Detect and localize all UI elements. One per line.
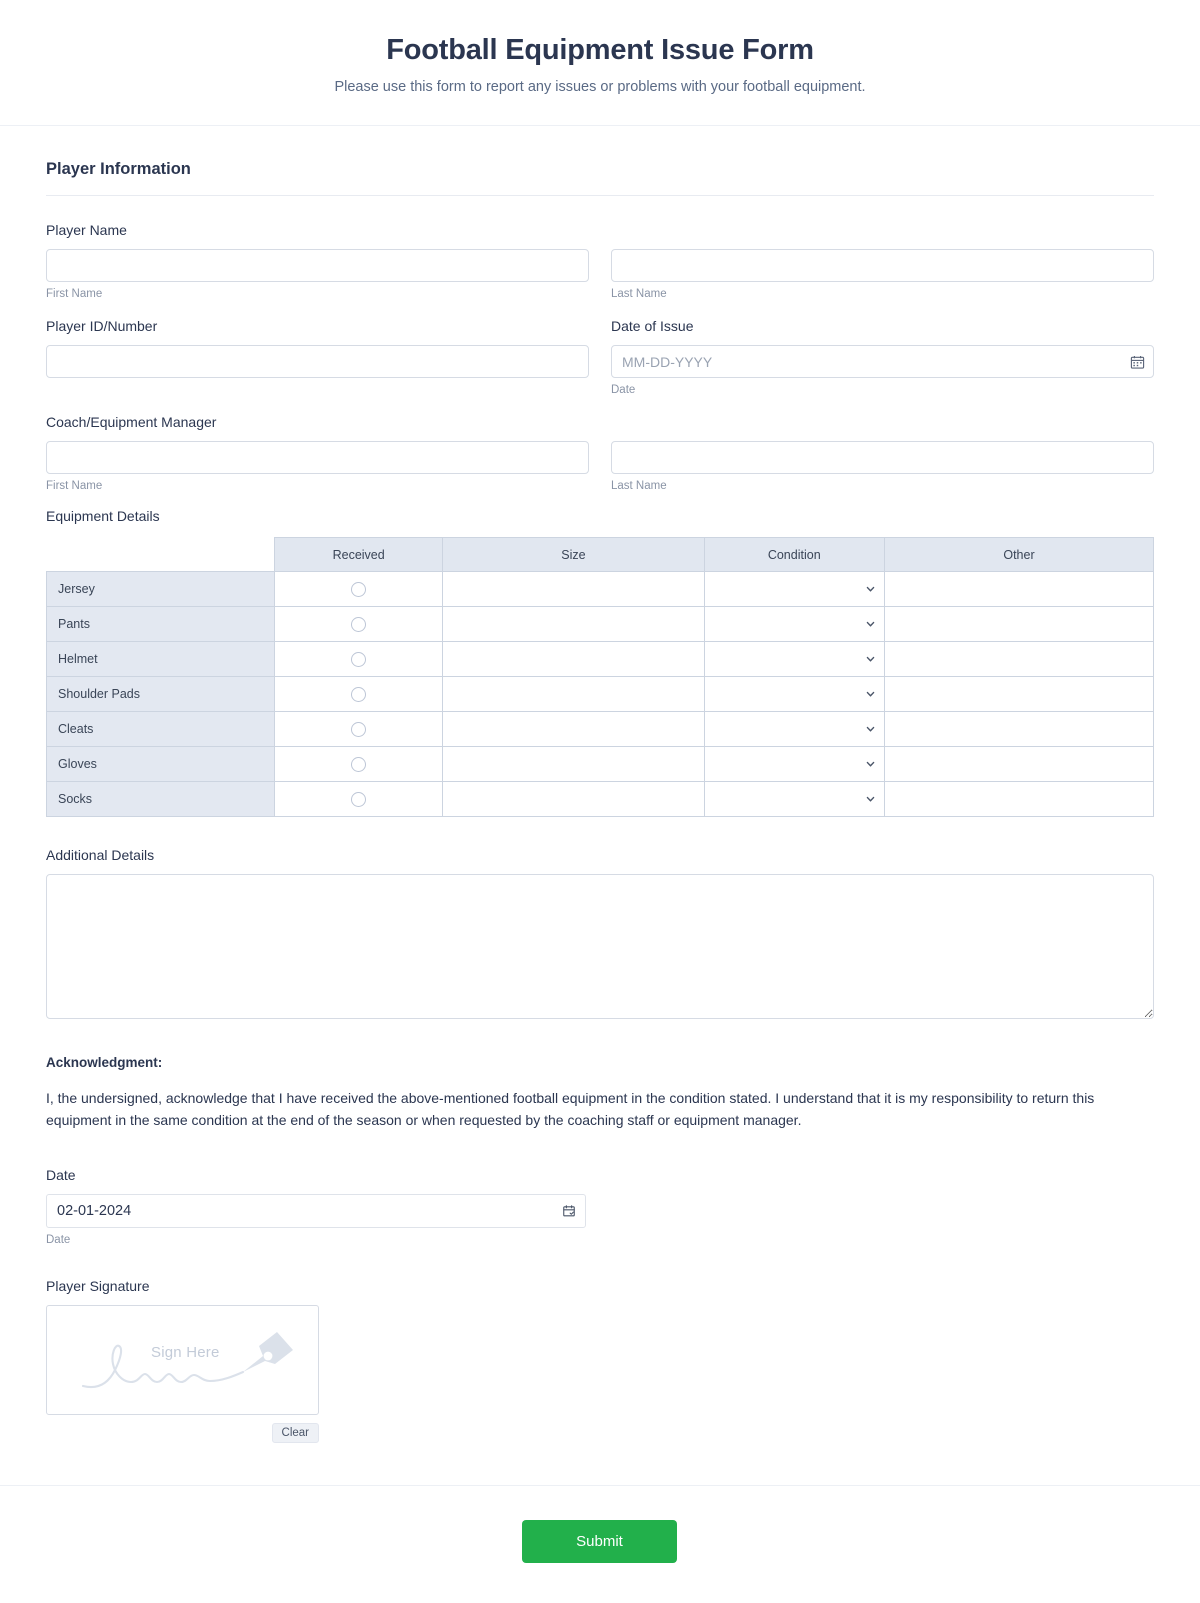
radio-received-cleats[interactable] <box>351 722 366 737</box>
size-cell-socks[interactable] <box>443 782 704 817</box>
condition-cell-gloves[interactable] <box>704 747 884 782</box>
column-header-other: Other <box>884 538 1153 572</box>
field-additional-details <box>46 847 1154 1019</box>
coach-last-name-group <box>611 441 1154 492</box>
condition-cell-pants[interactable] <box>704 607 884 642</box>
condition-select-socks[interactable] <box>705 783 884 816</box>
field-player-id <box>46 318 589 396</box>
radio-received-helmet[interactable] <box>351 652 366 667</box>
condition-select-cleats[interactable] <box>705 713 884 746</box>
other-cell-shoulder-pads[interactable] <box>884 677 1153 712</box>
row-label-jersey: Jersey <box>47 572 275 607</box>
page-subtitle: Please use this form to report any issues or problems with your football equipment. <box>334 79 866 95</box>
other-cell-socks[interactable] <box>884 782 1153 817</box>
form-body <box>0 126 1200 1443</box>
condition-cell-jersey[interactable] <box>704 572 884 607</box>
column-header-received: Received <box>275 538 443 572</box>
radio-received-shoulder-pads[interactable] <box>351 687 366 702</box>
field-player-name <box>46 222 1154 300</box>
radio-received-pants[interactable] <box>351 617 366 632</box>
column-header-condition: Condition <box>704 538 884 572</box>
size-cell-pants[interactable] <box>443 607 704 642</box>
received-cell-cleats[interactable] <box>275 712 443 747</box>
condition-cell-socks[interactable] <box>704 782 884 817</box>
other-cell-cleats[interactable] <box>884 712 1153 747</box>
received-cell-shoulder-pads[interactable] <box>275 677 443 712</box>
player-first-name-input[interactable] <box>46 249 589 282</box>
condition-select-helmet[interactable] <box>705 643 884 676</box>
field-coach <box>46 414 1154 492</box>
row-label-helmet: Helmet <box>47 642 275 677</box>
row-label-gloves: Gloves <box>47 747 275 782</box>
field-player-signature <box>46 1278 1154 1443</box>
condition-cell-shoulder-pads[interactable] <box>704 677 884 712</box>
size-input-cleats[interactable] <box>443 712 703 746</box>
table-header-row <box>47 538 1154 572</box>
size-input-jersey[interactable] <box>443 572 703 606</box>
equipment-details-table <box>46 537 1154 817</box>
other-input-jersey[interactable] <box>885 572 1153 606</box>
size-cell-jersey[interactable] <box>443 572 704 607</box>
acknowledgment-body: I, the undersigned, acknowledge that I have received the above-mentioned football equipment in the condition stated. I understand that it is my responsibility to return this equipment in the same condition at the end of the season or when requested by the coaching staff or equipment manager. <box>46 1090 1095 1128</box>
coach-last-name-input[interactable] <box>611 441 1154 474</box>
row-label-shoulder-pads: Shoulder Pads <box>47 677 275 712</box>
other-input-helmet[interactable] <box>885 642 1153 676</box>
condition-select-shoulder-pads[interactable] <box>705 678 884 711</box>
additional-details-label: Additional Details <box>46 847 155 863</box>
other-input-pants[interactable] <box>885 607 1153 641</box>
received-cell-jersey[interactable] <box>275 572 443 607</box>
size-input-pants[interactable] <box>443 607 703 641</box>
submit-button[interactable]: Submit <box>522 1520 677 1563</box>
table-row <box>47 607 1154 642</box>
player-name-label: Player Name <box>46 222 127 238</box>
table-row <box>47 642 1154 677</box>
field-signature-date <box>46 1167 586 1246</box>
clear-signature-button[interactable]: Clear <box>272 1423 319 1443</box>
table-row <box>47 712 1154 747</box>
received-cell-socks[interactable] <box>275 782 443 817</box>
radio-received-socks[interactable] <box>351 792 366 807</box>
acknowledgment-title: Acknowledgment: <box>46 1055 163 1070</box>
received-cell-gloves[interactable] <box>275 747 443 782</box>
size-input-shoulder-pads[interactable] <box>443 677 703 711</box>
received-cell-helmet[interactable] <box>275 642 443 677</box>
radio-received-jersey[interactable] <box>351 582 366 597</box>
player-first-name-group <box>46 249 589 300</box>
other-cell-pants[interactable] <box>884 607 1153 642</box>
page-title: Football Equipment Issue Form <box>386 34 814 66</box>
size-cell-gloves[interactable] <box>443 747 704 782</box>
other-input-cleats[interactable] <box>885 712 1153 746</box>
player-id-label: Player ID/Number <box>46 318 158 334</box>
section-divider <box>46 195 1154 196</box>
signature-date-label: Date <box>46 1167 76 1184</box>
other-input-gloves[interactable] <box>885 747 1153 781</box>
player-last-name-sublabel: Last Name <box>611 288 667 300</box>
condition-cell-cleats[interactable] <box>704 712 884 747</box>
size-cell-helmet[interactable] <box>443 642 704 677</box>
size-input-gloves[interactable] <box>443 747 703 781</box>
condition-select-gloves[interactable] <box>705 748 884 781</box>
received-cell-pants[interactable] <box>275 607 443 642</box>
table-corner-cell <box>47 538 275 572</box>
signature-date-sublabel: Date <box>46 1234 71 1247</box>
player-first-name-sublabel: First Name <box>46 288 103 300</box>
coach-first-name-sublabel: First Name <box>46 480 103 492</box>
other-cell-jersey[interactable] <box>884 572 1153 607</box>
condition-cell-helmet[interactable] <box>704 642 884 677</box>
other-cell-helmet[interactable] <box>884 642 1153 677</box>
coach-label: Coach/Equipment Manager <box>46 414 217 430</box>
coach-first-name-group <box>46 441 589 492</box>
column-header-size: Size <box>443 538 704 572</box>
table-row <box>47 747 1154 782</box>
field-date-of-issue <box>611 318 1154 396</box>
row-label-socks: Socks <box>47 782 275 817</box>
table-row <box>47 572 1154 607</box>
player-signature-label: Player Signature <box>46 1278 150 1295</box>
coach-first-name-input[interactable] <box>46 441 589 474</box>
size-cell-shoulder-pads[interactable] <box>443 677 704 712</box>
table-row <box>47 782 1154 817</box>
coach-last-name-sublabel: Last Name <box>611 480 667 492</box>
equipment-details-label: Equipment Details <box>46 508 160 524</box>
signature-date-input[interactable] <box>46 1194 586 1228</box>
row-label-pants: Pants <box>47 607 275 642</box>
date-of-issue-input[interactable] <box>611 345 1154 378</box>
table-row <box>47 677 1154 712</box>
other-input-socks[interactable] <box>885 782 1153 816</box>
radio-received-gloves[interactable] <box>351 757 366 772</box>
signature-pad[interactable] <box>46 1305 319 1415</box>
size-cell-cleats[interactable] <box>443 712 704 747</box>
condition-select-jersey[interactable] <box>705 573 884 606</box>
additional-details-textarea[interactable] <box>46 874 1154 1019</box>
date-of-issue-sublabel: Date <box>611 384 636 396</box>
form-header <box>0 0 1200 126</box>
date-of-issue-label: Date of Issue <box>611 318 694 334</box>
player-last-name-input[interactable] <box>611 249 1154 282</box>
condition-select-pants[interactable] <box>705 608 884 641</box>
row-label-cleats: Cleats <box>47 712 275 747</box>
field-equipment-details <box>46 508 1154 817</box>
other-input-shoulder-pads[interactable] <box>885 677 1153 711</box>
size-input-socks[interactable] <box>443 782 703 816</box>
other-cell-gloves[interactable] <box>884 747 1153 782</box>
signature-actions <box>46 1423 319 1443</box>
player-id-input[interactable] <box>46 345 589 378</box>
row-player-id-date <box>46 318 1154 396</box>
signature-placeholder-text: Sign Here <box>151 1344 220 1362</box>
section-title-player-information: Player Information <box>46 160 191 178</box>
player-last-name-group <box>611 249 1154 300</box>
size-input-helmet[interactable] <box>443 642 703 676</box>
form-footer <box>0 1485 1200 1603</box>
